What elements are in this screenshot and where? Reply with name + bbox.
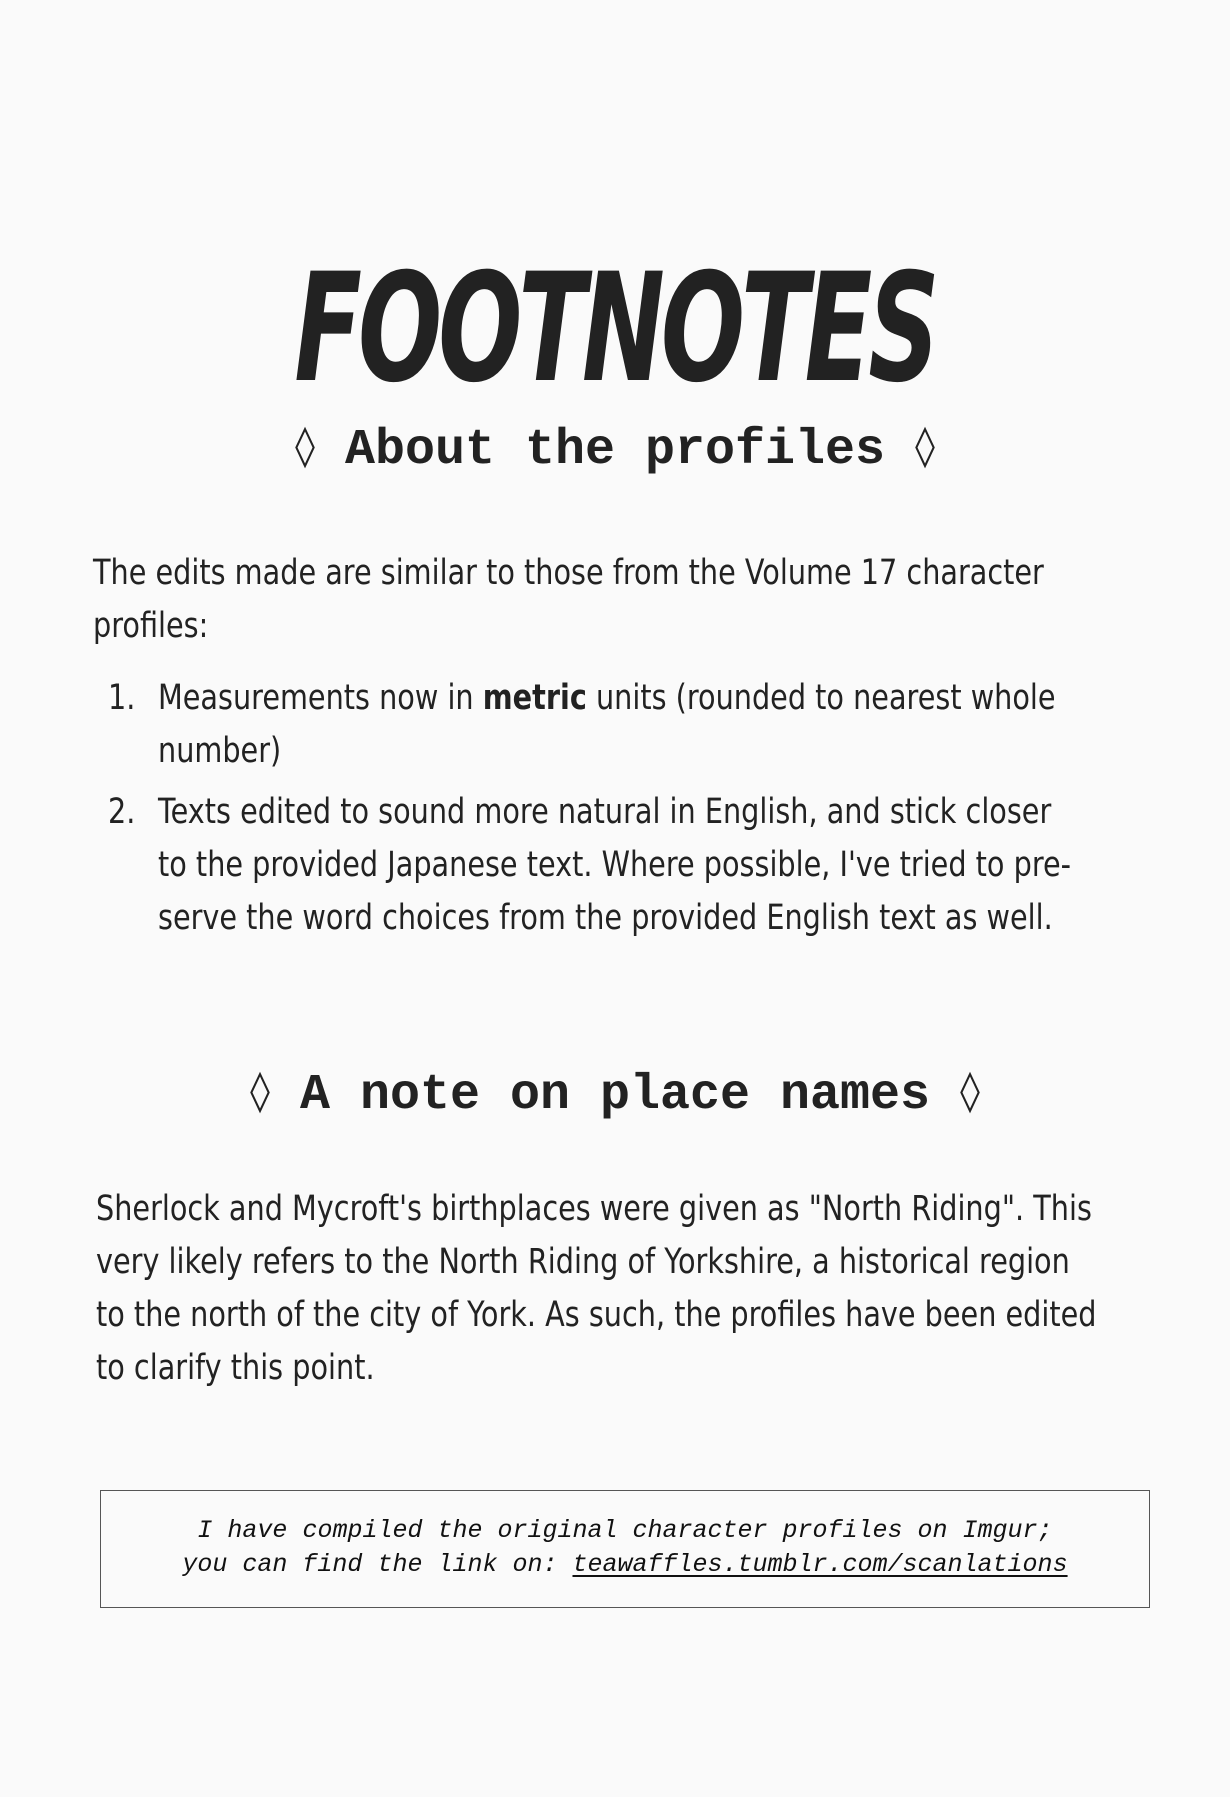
diamond-icon: ◊: [295, 423, 315, 469]
place-names-paragraph: [96, 1183, 1097, 1395]
paragraph-line: to clarify this point.: [96, 1348, 375, 1388]
list-item-number: 2.: [108, 792, 136, 832]
scanlations-link[interactable]: teawaffles.tumblr.com/scanlations: [572, 1550, 1068, 1579]
note-text: you can find the link on:: [182, 1550, 573, 1579]
section-heading-text: A note on place names: [299, 1067, 931, 1124]
section-heading-about-profiles: [0, 420, 1230, 481]
paragraph-line: profiles:: [93, 606, 209, 646]
list-item-line: serve the word choices from the provided English text as well.: [158, 898, 1053, 938]
list-item-text: [158, 672, 1056, 778]
text-run: Measurements now in: [158, 678, 483, 718]
page-title: FOOTNOTES: [294, 241, 936, 416]
paragraph-line: very likely refers to the North Riding of Yorkshire, a historical region: [96, 1242, 1070, 1282]
note-box: [100, 1490, 1150, 1608]
note-line: [101, 1548, 1149, 1582]
paragraph-line: to the north of the city of York. As such, the profiles have been edited: [96, 1295, 1097, 1335]
text-run: units (rounded to nearest whole: [586, 678, 1056, 718]
paragraph-line: Sherlock and Mycroft's birthplaces were given as "North Riding". This: [96, 1189, 1092, 1229]
list-item-number: 1.: [108, 678, 136, 718]
diamond-icon: ◊: [915, 423, 935, 469]
intro-paragraph: [93, 547, 1044, 653]
list-item-line: Texts edited to sound more natural in English, and stick closer: [158, 792, 1052, 832]
list-item-text: [158, 786, 1071, 945]
section-heading-place-names: [0, 1065, 1230, 1126]
diamond-icon: ◊: [960, 1068, 980, 1114]
list-item-line: [158, 672, 1056, 725]
bold-text-run: metric: [482, 678, 587, 718]
list-item-line: to the provided Japanese text. Where possible, I've tried to pre-: [158, 845, 1072, 885]
paragraph-line: The edits made are similar to those from the Volume 17 character: [93, 553, 1044, 593]
section-heading-text: About the profiles: [344, 422, 886, 479]
note-line: I have compiled the original character profiles on Imgur;: [197, 1516, 1053, 1545]
diamond-icon: ◊: [250, 1068, 270, 1114]
list-item-line: number): [158, 731, 282, 771]
